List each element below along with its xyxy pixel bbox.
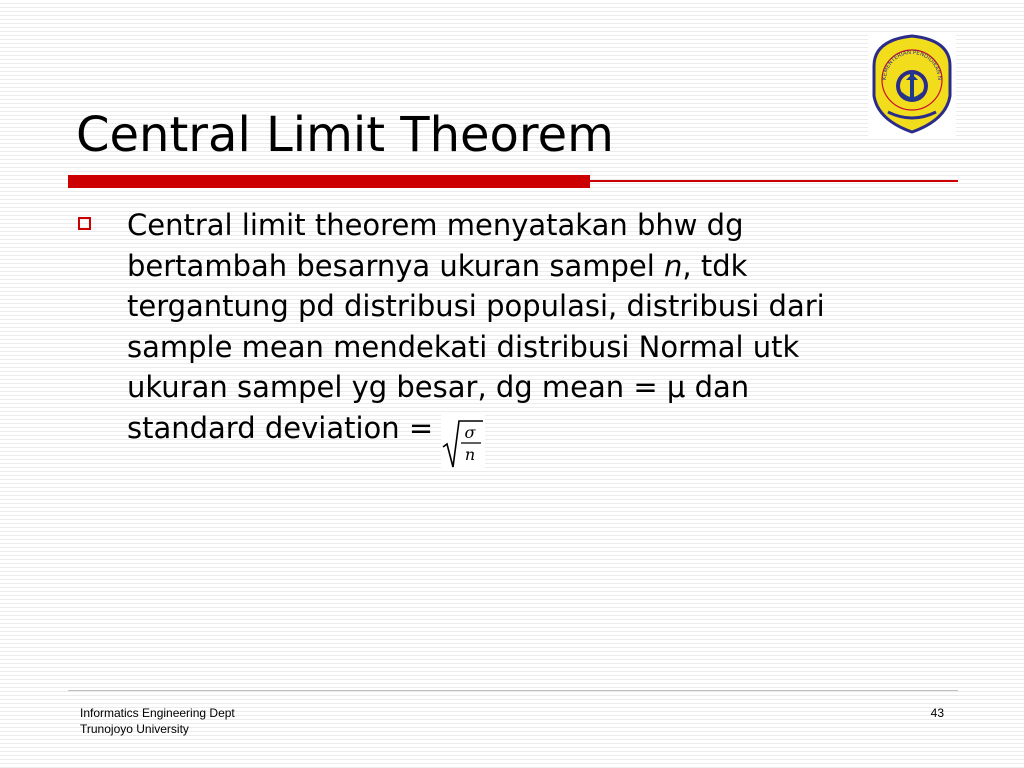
logo-emblem-icon — [868, 32, 956, 138]
bullet-text-segment: bertambah besarnya ukuran sampel — [127, 248, 665, 283]
slide-title: Central Limit Theorem — [76, 107, 614, 163]
bullet-square-icon — [78, 217, 91, 230]
bullet-text-segment: standard deviation = — [127, 410, 434, 445]
bullet-line: tergantung pd distribusi populasi, distribusi dari — [127, 289, 825, 323]
formula-numerator: σ — [464, 422, 476, 442]
bullet-text — [127, 205, 977, 471]
page-number: 43 — [930, 706, 944, 720]
logo-ring-text: KEMENTERIAN PENDIDIKAN N — [881, 49, 943, 81]
footer-university: Trunojoyo University — [80, 722, 189, 736]
bullet-line — [127, 246, 977, 287]
title-underline-thick — [68, 175, 590, 188]
formula-denominator: n — [465, 444, 476, 464]
sqrt-formula — [441, 415, 485, 471]
footer-divider — [68, 690, 958, 691]
bullet-text-segment: , tdk — [682, 248, 748, 283]
footer-dept — [80, 705, 235, 737]
bullet-line — [127, 408, 977, 471]
variable-n: n — [664, 248, 683, 283]
footer-dept-name: Informatics Engineering Dept — [80, 706, 235, 720]
title-underline-thin — [590, 180, 958, 182]
bullet-line: Central limit theorem menyatakan bhw dg — [127, 208, 744, 242]
university-logo — [868, 32, 956, 138]
sqrt-sigma-over-n — [441, 415, 485, 471]
bullet-line: sample mean mendekati distribusi Normal utk — [127, 329, 800, 364]
bullet-line: ukuran sampel yg besar, dg mean = μ dan — [127, 370, 750, 404]
